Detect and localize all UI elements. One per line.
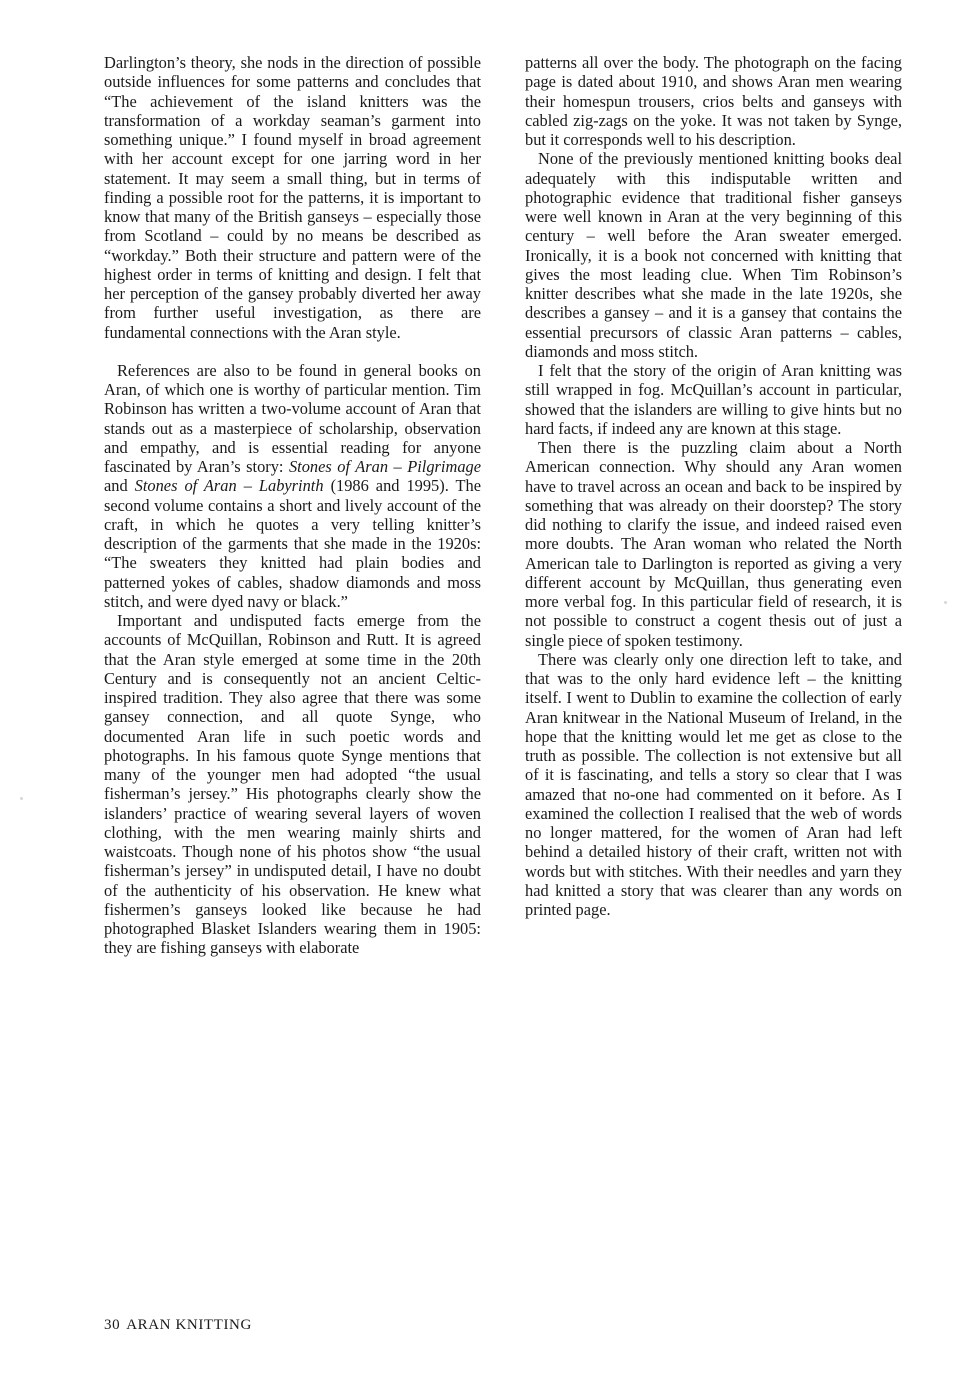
right-paragraph-2: None of the previously mentioned knitting books deal adequately with this indisputable written and photographic evidence that traditional fisher ganseys were well known in Aran at the very beginning of this century – well before the Aran sweater emerged. Ironically, it is a book not concerned with knitting that gives the most leading clue. When Tim Robinson’s knitter describes what she made in the late 1920s, she describes a gansey – and it is a gansey that contains the essential precursors of classic Aran patterns – cables, diamonds and moss stitch.	[525, 149, 902, 361]
right-paragraph-4: Then there is the puzzling claim about a North American connection. Why should any Aran women have to travel across an ocean and back to be inspired by something that was already on their doorstep? The story did nothing to clarify the issue, and indeed raised even more doubts. The Aran woman who related the North American tale to Darlington is reported as giving a very different account by McQuillan, thus generating even more verbal fog. In this particular field of research, it is not possible to construct a cogent thesis out of just a single piece of spoken testimony.	[525, 438, 902, 650]
page-footer	[104, 1317, 252, 1334]
right-column	[525, 53, 902, 919]
right-paragraph-5: There was clearly only one direction left to take, and that was to the only hard evidence left – the knitting itself. I went to Dublin to examine the collection of early Aran knitwear in the National Museum of Ireland, in the hope that the knitting would let me get as close to the truth as possible. The collection is not extensive but all of it is fascinating, and tells a story so clear that I was amazed that no-one had commented on it before. As I examined the collection I realised that the web of words no longer mattered, for the women of Aran had left behind a detailed history of their craft, written not with words but with stitches. With their needles and yarn they had knitted a story that was clearer than any words on printed page.	[525, 649, 902, 919]
right-paragraph-3: I felt that the story of the origin of Aran knitting was still wrapped in fog. McQuillan’s account in particular, showed that the islanders are willing to give hints but no hard facts, if indeed any are known at this stage.	[525, 361, 902, 438]
left-paragraph-3: Important and undisputed facts emerge from the accounts of McQuillan, Robinson and Rutt. It is agreed that the Aran style emerged at some time in the 20th Century and is consequently not an ancient Celtic-inspired tradition. They also agree that there was some gansey connection, and all quote Synge, who documented Aran life in such poetic words and photographs. In his famous quote Synge mentions that many of the younger men had adopted “the usual fisherman’s jersey.” His photographs clearly show the islanders’ practice of wearing several layers of woven clothing, with the men wearing mainly shirts and waistcoats. Though none of his photos show “the usual fisherman’s jersey” in undisputed detail, I have no doubt of the authenticity of his observation. He knew what fishermen’s ganseys looked like because he had photographed Blasket Islanders wearing them in 1905: they are fishing ganseys with elaborate	[104, 611, 481, 958]
book-title-labyrinth: Stones of Aran – Labyrinth	[134, 476, 324, 496]
left-paragraph-2-text-a: References are also to be found in general books on Aran, of which one is worthy of particular mention. Tim Robinson has written a two-volume account of Aran that stands out as a masterpiece of scholarship, observation and empathy, and is essential reading for anyone fascinated by Aran’s story:	[104, 360, 481, 476]
left-column	[104, 53, 481, 958]
paper-speck	[944, 601, 947, 604]
book-title-pilgrimage: Stones of Aran – Pilgrimage	[288, 457, 481, 476]
left-paragraph-2-text-b: (1986 and 1995). The second volume contains a short and lively account of the craft, in which he quotes a very telling knitter’s description of the garments that she made in the 1920s: “The sweaters they knitted had plain bodies and patterned yokes of cables, shadow diamonds and moss stitch, and were dyed navy or black.”	[104, 476, 481, 611]
left-paragraph-2-and: and	[104, 476, 135, 496]
left-paragraph-2	[104, 361, 481, 611]
paper-speck	[20, 797, 23, 800]
running-title: ARAN KNITTING	[126, 1317, 252, 1333]
page-number: 30	[104, 1317, 121, 1333]
right-paragraph-1: patterns all over the body. The photograph on the facing page is dated about 1910, and shows Aran men wearing their homespun trousers, crios belts and ganseys with cabled zig-zags on the yoke. It was not taken by Synge, but it corresponds well to his description.	[525, 53, 902, 149]
left-paragraph-1: Darlington’s theory, she nods in the direction of possible outside influences for some patterns and concludes that “The achievement of the island knitters was the transformation of a workday seaman’s garment into something unique.” I found myself in broad agreement with her account except for one jarring word in her statement. It may seem a small thing, but in terms of finding a possible root for the patterns, it is important to know that many of the British ganseys – especially those from Scotland – could by no means be described as “workday.” Both their structure and pattern were of the highest order in terms of knitting and design. I felt that her perception of the gansey probably diverted her away from further useful investigation, as there are fundamental connections with the Aran style.	[104, 53, 481, 342]
